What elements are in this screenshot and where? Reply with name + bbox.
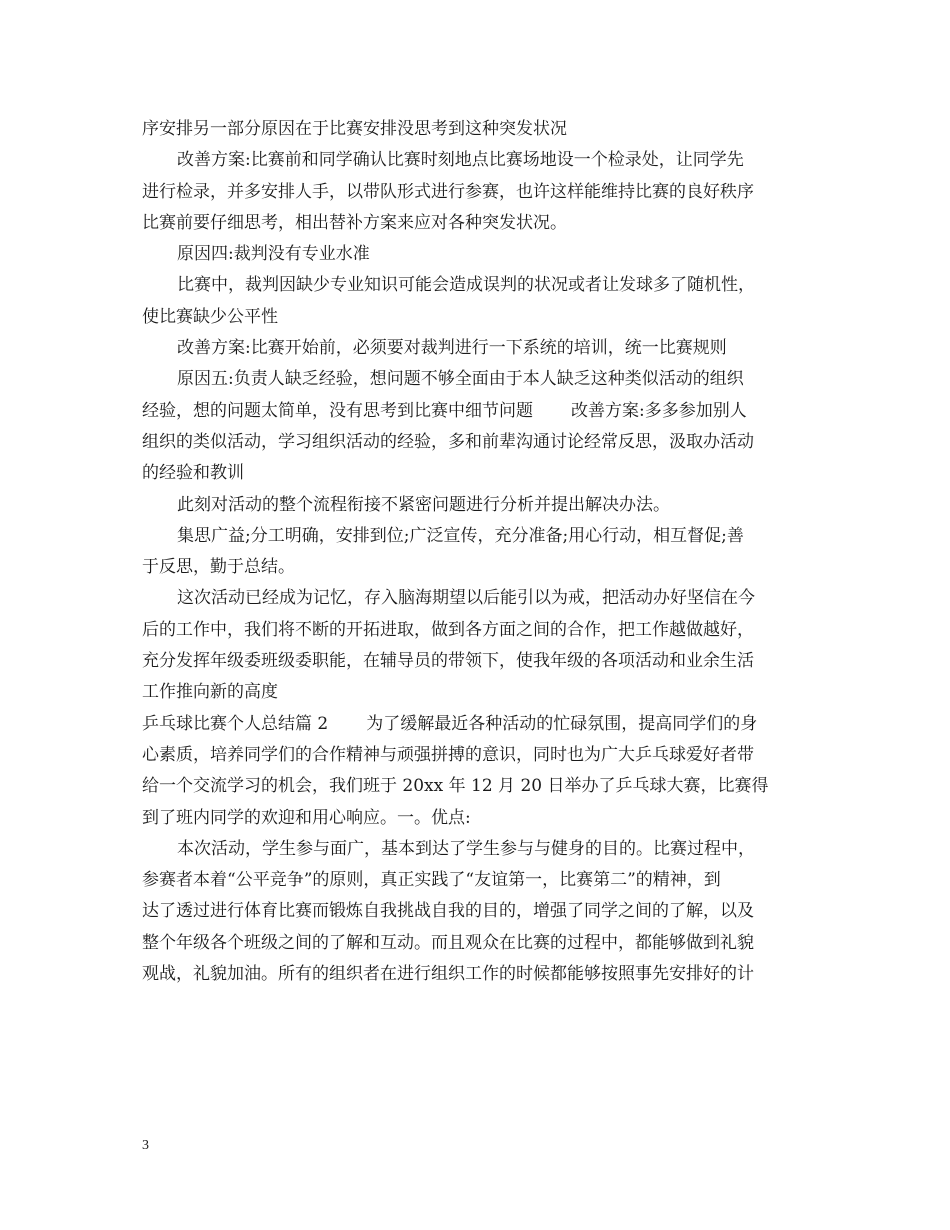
text-line: 本次活动，学生参与面广，基本到达了学生参与与健身的目的。比赛过程中， xyxy=(177,838,755,859)
text-line: 比赛中，裁判因缺少专业知识可能会造成误判的状况或者让发球多了随机性， xyxy=(177,275,755,296)
text-line: 心素质，培养同学们的合作精神与顽强拼搏的意识，同时也为广大乒乓球爱好者带 xyxy=(142,744,754,765)
section-heading-line xyxy=(142,709,810,740)
section-heading: 乒乓球比赛个人总结篇 2 xyxy=(142,713,329,734)
text-line: 组织的类似活动，学习组织活动的经验，多和前辈沟通讨论经常反思，汲取办活动 xyxy=(142,431,754,452)
text-segment: 改善方案:多多参加别人 xyxy=(571,400,747,421)
text-line: 这次活动已经成为记忆，存入脑海期望以后能引以为戒，把活动办好坚信在今 xyxy=(177,588,755,609)
text-line: 整个年级各个班级之间的了解和互动。而且观众在比赛的过程中，都能够做到礼貌 xyxy=(142,932,754,953)
text-line: 改善方案:比赛开始前，必须要对裁判进行一下系统的培训，统一比赛规则 xyxy=(177,338,727,359)
text-line: 达了透过进行体育比赛而锻炼自我挑战自我的目的，增强了同学之间的了解，以及 xyxy=(142,901,754,922)
text-line: 此刻对活动的整个流程衔接不紧密问题进行分析并提出解决办法。 xyxy=(177,494,670,515)
text-line: 比赛前要仔细思考，相出替补方案来应对各种突发状况。 xyxy=(142,212,567,233)
text-line: 参赛者本着“公平竞争”的原则，真正实践了“友谊第一，比赛第二”的精神，到 xyxy=(142,870,721,891)
text-line: 使比赛缺少公平性 xyxy=(142,306,278,327)
text-line: 进行检录，并多安排人手，以带队形式进行参赛，也许这样能维持比赛的良好秩序 xyxy=(142,181,754,202)
text-line: 原因四:裁判没有专业水准 xyxy=(177,244,370,265)
text-line: 工作推向新的高度 xyxy=(142,682,278,703)
text-line xyxy=(142,396,810,427)
text-line: 观战，礼貌加油。所有的组织者在进行组织工作的时候都能够按照事先安排好的计 xyxy=(142,964,754,985)
text-line: 原因五:负责人缺乏经验，想问题不够全面由于本人缺乏这种类似活动的组织 xyxy=(177,369,744,390)
text-line: 于反思，勤于总结。 xyxy=(142,557,295,578)
text-line: 给一个交流学习的机会，我们班于 20xx 年 12 月 20 日举办了乒乓球大赛，比赛得 xyxy=(142,776,769,797)
text-line: 的经验和教训 xyxy=(142,463,244,484)
page-number: 3 xyxy=(142,1138,149,1153)
text-line: 到了班内同学的欢迎和用心响应。一。优点: xyxy=(142,807,471,828)
text-line: 后的工作中，我们将不断的开拓进取，做到各方面之间的合作，把工作越做越好， xyxy=(142,619,754,640)
document-body xyxy=(142,114,810,990)
text-line: 集思广益;分工明确，安排到位;广泛宣传，充分准备;用心行动，相互督促;善 xyxy=(177,525,744,546)
text-segment: 为了缓解最近各种活动的忙碌氛围，提高同学们的身 xyxy=(366,713,758,734)
text-line: 序安排另一部分原因在于比赛安排没思考到这种突发状况 xyxy=(142,119,567,139)
text-line: 充分发挥年级委班级委职能，在辅导员的带领下，使我年级的各项活动和业余生活 xyxy=(142,651,754,672)
text-segment: 经验，想的问题太简单，没有思考到比赛中细节问题 xyxy=(142,400,533,421)
text-line: 改善方案:比赛前和同学确认比赛时刻地点比赛场地设一个检录处，让同学先 xyxy=(177,150,744,171)
